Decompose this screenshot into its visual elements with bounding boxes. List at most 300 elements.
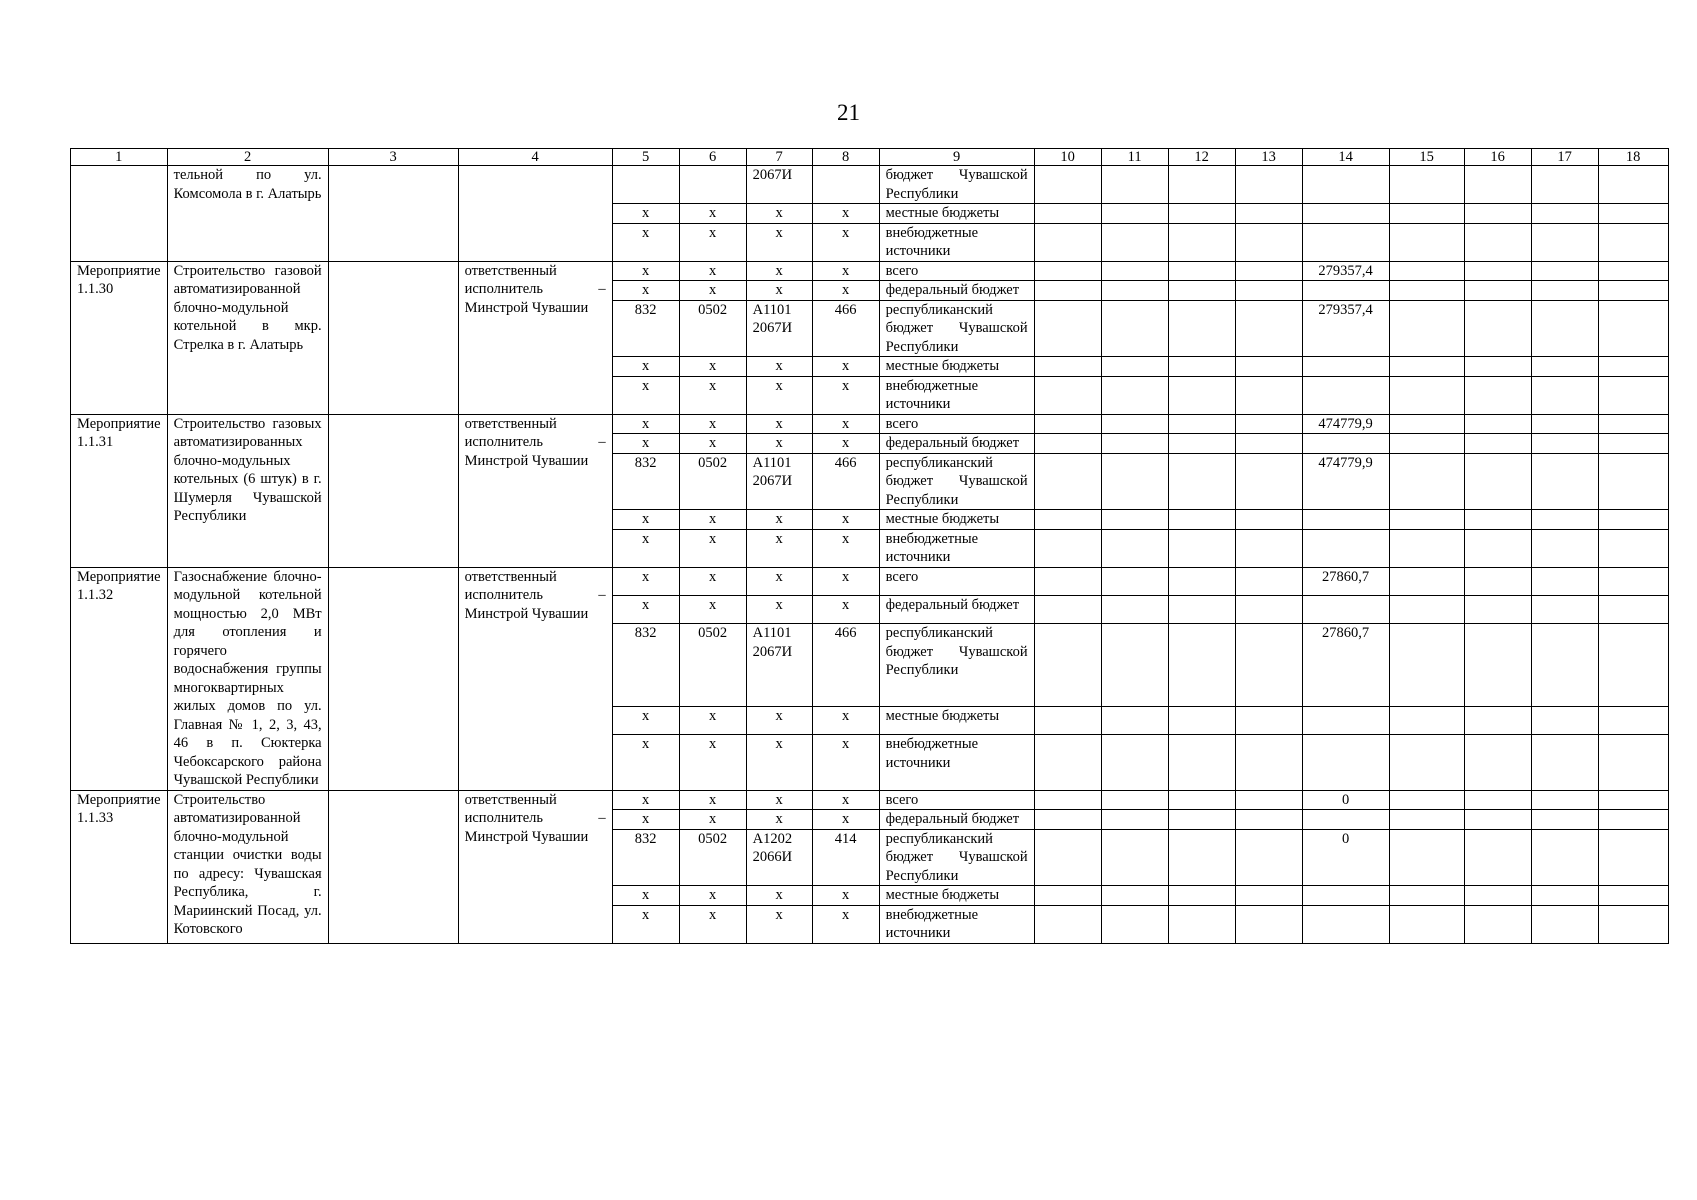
empty-cell	[328, 790, 458, 943]
table-row	[71, 567, 1669, 595]
empty-cell	[1235, 510, 1302, 530]
page-number: 21	[837, 100, 860, 125]
x-mark: х	[612, 790, 679, 810]
empty-cell	[1302, 376, 1389, 414]
x-mark: х	[612, 510, 679, 530]
empty-cell	[1302, 434, 1389, 454]
grbs-code: 832	[612, 829, 679, 886]
empty-cell	[1034, 735, 1101, 790]
funding-source: всего	[879, 567, 1034, 595]
empty-cell	[1034, 510, 1101, 530]
empty-cell	[1598, 829, 1668, 886]
x-mark: х	[612, 261, 679, 281]
empty-cell	[1235, 624, 1302, 706]
empty-cell	[1101, 376, 1168, 414]
empty-cell	[1464, 529, 1531, 567]
empty-cell	[1302, 281, 1389, 301]
empty-cell	[1531, 376, 1598, 414]
funding-source: внебюджетные источники	[879, 376, 1034, 414]
amount-col-14: 279357,4	[1302, 300, 1389, 357]
measure-name: тельной по ул. Комсомола в г. Алатырь	[167, 166, 328, 262]
measure-name: Газоснабжение блочно-модульной котельной мощностью 2,0 МВт для отопления и горячего водоснабжения группы многоквартирных жилых домов по ул. Главная № 1, 2, 3, 43, 46 в п. Сюктерка Чебоксарского района Чувашской Республики	[167, 567, 328, 790]
rzpr-code: 0502	[679, 624, 746, 706]
empty-cell	[1034, 905, 1101, 943]
x-mark: х	[679, 567, 746, 595]
x-mark: х	[746, 905, 812, 943]
column-number: 11	[1101, 149, 1168, 166]
empty-cell	[1389, 624, 1464, 706]
rzpr-code: 0502	[679, 300, 746, 357]
x-mark: х	[679, 905, 746, 943]
x-mark: х	[746, 223, 812, 261]
funding-source: республиканский бюджет Чувашской Республики	[879, 624, 1034, 706]
grbs-code: 832	[612, 624, 679, 706]
empty-cell	[1235, 810, 1302, 830]
measure-id: Мероприятие 1.1.31	[71, 414, 168, 567]
empty-cell	[1168, 810, 1235, 830]
empty-cell	[1389, 453, 1464, 510]
empty-cell	[812, 166, 879, 204]
x-mark: х	[679, 376, 746, 414]
x-mark: х	[612, 905, 679, 943]
empty-cell	[1235, 529, 1302, 567]
x-mark: х	[812, 281, 879, 301]
empty-cell	[1598, 453, 1668, 510]
column-number: 6	[679, 149, 746, 166]
empty-cell	[1034, 886, 1101, 906]
empty-cell	[1389, 261, 1464, 281]
x-mark: х	[746, 510, 812, 530]
amount-col-14: 27860,7	[1302, 624, 1389, 706]
funding-source: республиканский бюджет Чувашской Республики	[879, 300, 1034, 357]
empty-cell	[1464, 223, 1531, 261]
empty-cell	[1302, 357, 1389, 377]
funding-source: местные бюджеты	[879, 357, 1034, 377]
empty-cell	[1531, 204, 1598, 224]
empty-cell	[1389, 223, 1464, 261]
empty-cell	[1034, 453, 1101, 510]
vr-code: 466	[812, 300, 879, 357]
x-mark: х	[746, 376, 812, 414]
csr-code: А1101 2067И	[746, 624, 812, 706]
empty-cell	[1235, 166, 1302, 204]
empty-cell	[1464, 595, 1531, 623]
empty-cell	[1464, 376, 1531, 414]
executor	[458, 166, 612, 262]
table-row	[71, 166, 1669, 204]
empty-cell	[1598, 735, 1668, 790]
empty-cell	[1235, 204, 1302, 224]
empty-cell	[1168, 510, 1235, 530]
empty-cell	[1168, 567, 1235, 595]
csr-code: А1101 2067И	[746, 453, 812, 510]
vr-code: 466	[812, 624, 879, 706]
empty-cell	[1235, 414, 1302, 434]
empty-cell	[1464, 453, 1531, 510]
empty-cell	[1464, 204, 1531, 224]
column-number: 9	[879, 149, 1034, 166]
x-mark: х	[812, 790, 879, 810]
empty-cell	[1598, 414, 1668, 434]
empty-cell	[1235, 790, 1302, 810]
empty-cell	[1235, 706, 1302, 734]
empty-cell	[1531, 357, 1598, 377]
x-mark: х	[612, 376, 679, 414]
empty-cell	[1531, 453, 1598, 510]
table-row	[71, 414, 1669, 434]
executor: ответственный исполнитель – Минстрой Чувашии	[458, 567, 612, 790]
x-mark: х	[812, 204, 879, 224]
empty-cell	[1034, 166, 1101, 204]
empty-cell	[1464, 300, 1531, 357]
x-mark: х	[812, 223, 879, 261]
empty-cell	[1101, 706, 1168, 734]
column-number: 8	[812, 149, 879, 166]
empty-cell	[1389, 300, 1464, 357]
empty-cell	[1389, 414, 1464, 434]
x-mark: х	[746, 886, 812, 906]
funding-source: местные бюджеты	[879, 706, 1034, 734]
x-mark: х	[612, 281, 679, 301]
rzpr-code: 0502	[679, 829, 746, 886]
empty-cell	[1034, 624, 1101, 706]
empty-cell	[1302, 735, 1389, 790]
empty-cell	[1034, 414, 1101, 434]
empty-cell	[1531, 300, 1598, 357]
empty-cell	[1101, 300, 1168, 357]
empty-cell	[1531, 567, 1598, 595]
x-mark: х	[812, 376, 879, 414]
empty-cell	[1235, 357, 1302, 377]
empty-cell	[1531, 529, 1598, 567]
executor: ответственный исполнитель – Минстрой Чувашии	[458, 261, 612, 414]
empty-cell	[1531, 905, 1598, 943]
column-number-row	[71, 149, 1669, 166]
empty-cell	[1389, 567, 1464, 595]
empty-cell	[1598, 300, 1668, 357]
x-mark: х	[679, 223, 746, 261]
x-mark: х	[746, 281, 812, 301]
csr-code: А1202 2066И	[746, 829, 812, 886]
empty-cell	[1389, 281, 1464, 301]
funding-source: внебюджетные источники	[879, 905, 1034, 943]
funding-source: федеральный бюджет	[879, 595, 1034, 623]
empty-cell	[1101, 567, 1168, 595]
empty-cell	[1531, 261, 1598, 281]
column-number: 1	[71, 149, 168, 166]
rzpr-code: 0502	[679, 453, 746, 510]
empty-cell	[1168, 735, 1235, 790]
funding-source: бюджет Чувашской Республики	[879, 166, 1034, 204]
empty-cell	[1034, 706, 1101, 734]
csr-code: А1101 2067И	[746, 300, 812, 357]
empty-cell	[1168, 166, 1235, 204]
x-mark: х	[679, 414, 746, 434]
empty-cell	[1389, 376, 1464, 414]
empty-cell	[1464, 281, 1531, 301]
empty-cell	[1168, 204, 1235, 224]
empty-cell	[1168, 376, 1235, 414]
empty-cell	[1034, 810, 1101, 830]
measure-name: Строительство газовых автоматизированных блочно-модульных котельных (6 штук) в г. Шумерля Чувашской Республики	[167, 414, 328, 567]
empty-cell	[1034, 204, 1101, 224]
x-mark: х	[812, 735, 879, 790]
empty-cell	[1302, 204, 1389, 224]
empty-cell	[1168, 905, 1235, 943]
empty-cell	[1101, 529, 1168, 567]
empty-cell	[1235, 886, 1302, 906]
empty-cell	[1034, 357, 1101, 377]
x-mark: х	[612, 886, 679, 906]
empty-cell	[1464, 567, 1531, 595]
x-mark: х	[812, 905, 879, 943]
empty-cell	[1101, 790, 1168, 810]
x-mark: х	[812, 510, 879, 530]
amount-col-14: 0	[1302, 790, 1389, 810]
empty-cell	[1531, 510, 1598, 530]
funding-source: республиканский бюджет Чувашской Республики	[879, 829, 1034, 886]
x-mark: х	[612, 204, 679, 224]
x-mark: х	[679, 434, 746, 454]
empty-cell	[1034, 376, 1101, 414]
empty-cell	[1464, 829, 1531, 886]
empty-cell	[1235, 376, 1302, 414]
empty-cell	[328, 414, 458, 567]
x-mark: х	[746, 529, 812, 567]
x-mark: х	[812, 567, 879, 595]
empty-cell	[1101, 886, 1168, 906]
funding-source: федеральный бюджет	[879, 434, 1034, 454]
x-mark: х	[746, 357, 812, 377]
x-mark: х	[679, 886, 746, 906]
empty-cell	[328, 567, 458, 790]
empty-cell	[1302, 223, 1389, 261]
empty-cell	[1235, 829, 1302, 886]
x-mark: х	[746, 790, 812, 810]
vr-code: 466	[812, 453, 879, 510]
vr-code: 414	[812, 829, 879, 886]
empty-cell	[1101, 810, 1168, 830]
empty-cell	[1598, 376, 1668, 414]
measure-id: Мероприятие 1.1.30	[71, 261, 168, 414]
empty-cell	[1168, 829, 1235, 886]
empty-cell	[1389, 595, 1464, 623]
empty-cell	[1389, 886, 1464, 906]
x-mark: х	[746, 735, 812, 790]
measure-id: Мероприятие 1.1.33	[71, 790, 168, 943]
x-mark: х	[746, 706, 812, 734]
amount-col-14: 279357,4	[1302, 261, 1389, 281]
empty-cell	[1598, 624, 1668, 706]
empty-cell	[1531, 624, 1598, 706]
measure-id: Мероприятие 1.1.32	[71, 567, 168, 790]
empty-cell	[1034, 595, 1101, 623]
x-mark: х	[746, 434, 812, 454]
empty-cell	[1302, 529, 1389, 567]
empty-cell	[1302, 886, 1389, 906]
empty-cell	[1531, 166, 1598, 204]
x-mark: х	[746, 567, 812, 595]
program-table	[70, 148, 1669, 944]
executor: ответственный исполнитель – Минстрой Чувашии	[458, 414, 612, 567]
empty-cell	[1168, 281, 1235, 301]
empty-cell	[1101, 261, 1168, 281]
empty-cell	[1101, 735, 1168, 790]
column-number: 10	[1034, 149, 1101, 166]
empty-cell	[1034, 281, 1101, 301]
empty-cell	[1464, 706, 1531, 734]
empty-cell	[612, 166, 679, 204]
empty-cell	[1598, 529, 1668, 567]
funding-source: всего	[879, 790, 1034, 810]
funding-source: всего	[879, 261, 1034, 281]
table-body	[71, 166, 1669, 944]
empty-cell	[328, 261, 458, 414]
grbs-code: 832	[612, 300, 679, 357]
empty-cell	[1464, 810, 1531, 830]
column-number: 13	[1235, 149, 1302, 166]
empty-cell	[1389, 434, 1464, 454]
x-mark: х	[612, 414, 679, 434]
empty-cell	[1235, 567, 1302, 595]
empty-cell	[1464, 886, 1531, 906]
empty-cell	[1235, 735, 1302, 790]
empty-cell	[1598, 595, 1668, 623]
empty-cell	[1168, 357, 1235, 377]
empty-cell	[1531, 595, 1598, 623]
empty-cell	[1464, 414, 1531, 434]
empty-cell	[1598, 166, 1668, 204]
empty-cell	[1101, 624, 1168, 706]
empty-cell	[1034, 261, 1101, 281]
column-number: 4	[458, 149, 612, 166]
empty-cell	[1302, 510, 1389, 530]
funding-source: внебюджетные источники	[879, 529, 1034, 567]
empty-cell	[1598, 223, 1668, 261]
empty-cell	[1389, 510, 1464, 530]
x-mark: х	[679, 595, 746, 623]
empty-cell	[1598, 905, 1668, 943]
empty-cell	[1598, 510, 1668, 530]
empty-cell	[1389, 706, 1464, 734]
empty-cell	[1034, 829, 1101, 886]
empty-cell	[1235, 453, 1302, 510]
x-mark: х	[812, 529, 879, 567]
x-mark: х	[612, 529, 679, 567]
x-mark: х	[612, 735, 679, 790]
x-mark: х	[612, 706, 679, 734]
column-number: 15	[1389, 149, 1464, 166]
empty-cell	[1302, 905, 1389, 943]
grbs-code: 832	[612, 453, 679, 510]
x-mark: х	[679, 261, 746, 281]
empty-cell	[1034, 300, 1101, 357]
empty-cell	[1101, 434, 1168, 454]
empty-cell	[1034, 790, 1101, 810]
empty-cell	[1389, 357, 1464, 377]
empty-cell	[1531, 223, 1598, 261]
empty-cell	[1464, 434, 1531, 454]
x-mark: х	[679, 706, 746, 734]
x-mark: х	[612, 357, 679, 377]
column-number: 16	[1464, 149, 1531, 166]
empty-cell	[1302, 595, 1389, 623]
empty-cell	[1168, 790, 1235, 810]
empty-cell	[1101, 829, 1168, 886]
empty-cell	[1302, 166, 1389, 204]
funding-source: внебюджетные источники	[879, 223, 1034, 261]
empty-cell	[1531, 790, 1598, 810]
x-mark: х	[812, 810, 879, 830]
empty-cell	[1598, 790, 1668, 810]
empty-cell	[1389, 810, 1464, 830]
empty-cell	[1168, 624, 1235, 706]
column-number: 17	[1531, 149, 1598, 166]
x-mark: х	[746, 595, 812, 623]
empty-cell	[1598, 706, 1668, 734]
x-mark: х	[612, 223, 679, 261]
empty-cell	[1168, 223, 1235, 261]
empty-cell	[1531, 886, 1598, 906]
empty-cell	[1598, 434, 1668, 454]
funding-source: внебюджетные источники	[879, 735, 1034, 790]
empty-cell	[1464, 790, 1531, 810]
amount-col-14: 0	[1302, 829, 1389, 886]
x-mark: х	[679, 281, 746, 301]
x-mark: х	[746, 204, 812, 224]
x-mark: х	[679, 357, 746, 377]
x-mark: х	[679, 510, 746, 530]
empty-cell	[1235, 434, 1302, 454]
column-number: 5	[612, 149, 679, 166]
measure-name: Строительство автоматизированной блочно-модульной станции очистки воды по адресу: Чувашская Республика, г. Мариинский Посад, ул. Котовского	[167, 790, 328, 943]
table-row	[71, 790, 1669, 810]
empty-cell	[1101, 453, 1168, 510]
empty-cell	[1034, 567, 1101, 595]
empty-cell	[1101, 166, 1168, 204]
empty-cell	[1464, 905, 1531, 943]
x-mark: х	[679, 529, 746, 567]
amount-col-14: 474779,9	[1302, 414, 1389, 434]
empty-cell	[1531, 810, 1598, 830]
empty-cell	[1531, 434, 1598, 454]
empty-cell	[1598, 261, 1668, 281]
empty-cell	[1168, 529, 1235, 567]
x-mark: х	[612, 810, 679, 830]
x-mark: х	[612, 567, 679, 595]
empty-cell	[1598, 810, 1668, 830]
x-mark: х	[812, 414, 879, 434]
empty-cell	[1464, 510, 1531, 530]
x-mark: х	[679, 204, 746, 224]
x-mark: х	[746, 414, 812, 434]
measure-id	[71, 166, 168, 262]
x-mark: х	[812, 886, 879, 906]
empty-cell	[679, 166, 746, 204]
empty-cell	[1389, 790, 1464, 810]
empty-cell	[1531, 414, 1598, 434]
empty-cell	[1598, 886, 1668, 906]
empty-cell	[1168, 261, 1235, 281]
x-mark: х	[612, 434, 679, 454]
empty-cell	[1168, 300, 1235, 357]
x-mark: х	[812, 357, 879, 377]
executor: ответственный исполнитель – Минстрой Чувашии	[458, 790, 612, 943]
empty-cell	[1302, 706, 1389, 734]
empty-cell	[1235, 223, 1302, 261]
empty-cell	[1598, 567, 1668, 595]
empty-cell	[1389, 529, 1464, 567]
